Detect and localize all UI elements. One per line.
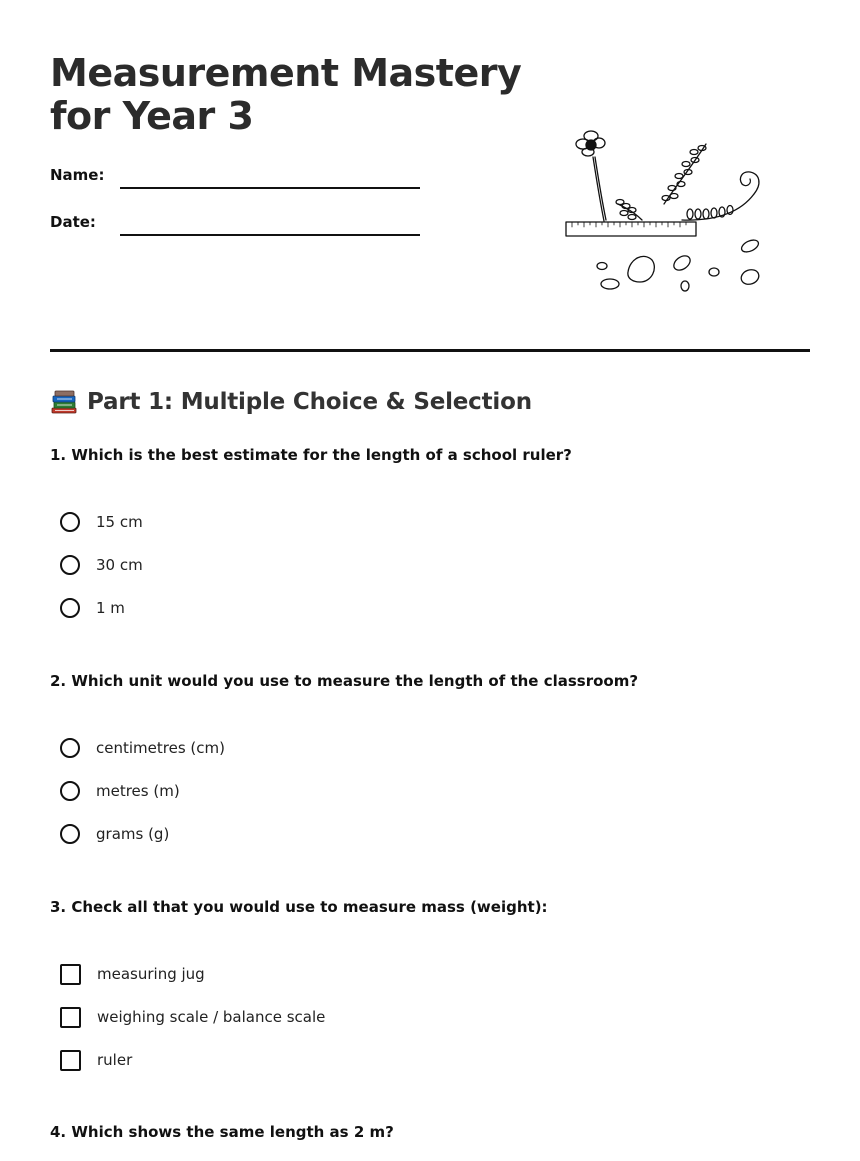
- q2-option-metres[interactable]: [60, 778, 180, 804]
- books-icon: [50, 388, 78, 416]
- date-input-line[interactable]: [120, 234, 420, 236]
- spiral-frond-icon: [682, 172, 759, 220]
- checkbox[interactable]: [60, 1007, 81, 1028]
- fern-icon: [662, 144, 706, 204]
- option-label: centimetres (cm): [96, 739, 225, 757]
- option-label: 15 cm: [96, 513, 143, 531]
- option-label: 1 m: [96, 599, 125, 617]
- q1-option-15cm[interactable]: [60, 509, 143, 535]
- radio-button[interactable]: [60, 598, 80, 618]
- option-label: ruler: [97, 1051, 133, 1069]
- section-1-heading: [50, 388, 532, 416]
- radio-button[interactable]: [60, 512, 80, 532]
- q2-option-centimetres[interactable]: [60, 735, 225, 761]
- q2-option-grams[interactable]: [60, 821, 169, 847]
- option-label: measuring jug: [97, 965, 205, 983]
- q1-option-30cm[interactable]: [60, 552, 143, 578]
- checkbox[interactable]: [60, 964, 81, 985]
- question-1-text: 1. Which is the best estimate for the length of a school ruler?: [50, 446, 572, 464]
- sprig-icon: [616, 200, 642, 221]
- option-label: 30 cm: [96, 556, 143, 574]
- radio-button[interactable]: [60, 781, 80, 801]
- q3-option-measuring-jug[interactable]: [60, 961, 205, 987]
- title-line-1: Measurement Mastery: [50, 51, 522, 95]
- question-2-text: 2. Which unit would you use to measure the length of the classroom?: [50, 672, 639, 690]
- radio-button[interactable]: [60, 738, 80, 758]
- q3-option-ruler[interactable]: [60, 1047, 132, 1073]
- q1-option-1m[interactable]: [60, 595, 125, 621]
- title-line-2: for Year 3: [50, 94, 254, 138]
- radio-button[interactable]: [60, 824, 80, 844]
- question-4-text: 4. Which shows the same length as 2 m?: [50, 1123, 394, 1141]
- name-label: Name:: [50, 166, 105, 184]
- section-1-title: Part 1: Multiple Choice & Selection: [87, 389, 532, 415]
- option-label: grams (g): [96, 825, 170, 843]
- ruler-icon: [566, 222, 696, 236]
- question-3-text: 3. Check all that you would use to measure mass (weight):: [50, 898, 548, 916]
- date-label: Date:: [50, 213, 96, 231]
- flower-icon: [576, 131, 606, 221]
- checkbox[interactable]: [60, 1050, 81, 1071]
- option-label: metres (m): [96, 782, 180, 800]
- q3-option-weighing-scale[interactable]: [60, 1004, 325, 1030]
- radio-button[interactable]: [60, 555, 80, 575]
- nature-ruler-illustration-icon: [564, 126, 764, 296]
- option-label: weighing scale / balance scale: [97, 1008, 326, 1026]
- worksheet-title: [50, 52, 521, 138]
- pebbles-icon: [597, 238, 761, 291]
- name-input-line[interactable]: [120, 187, 420, 189]
- section-divider: [50, 349, 810, 352]
